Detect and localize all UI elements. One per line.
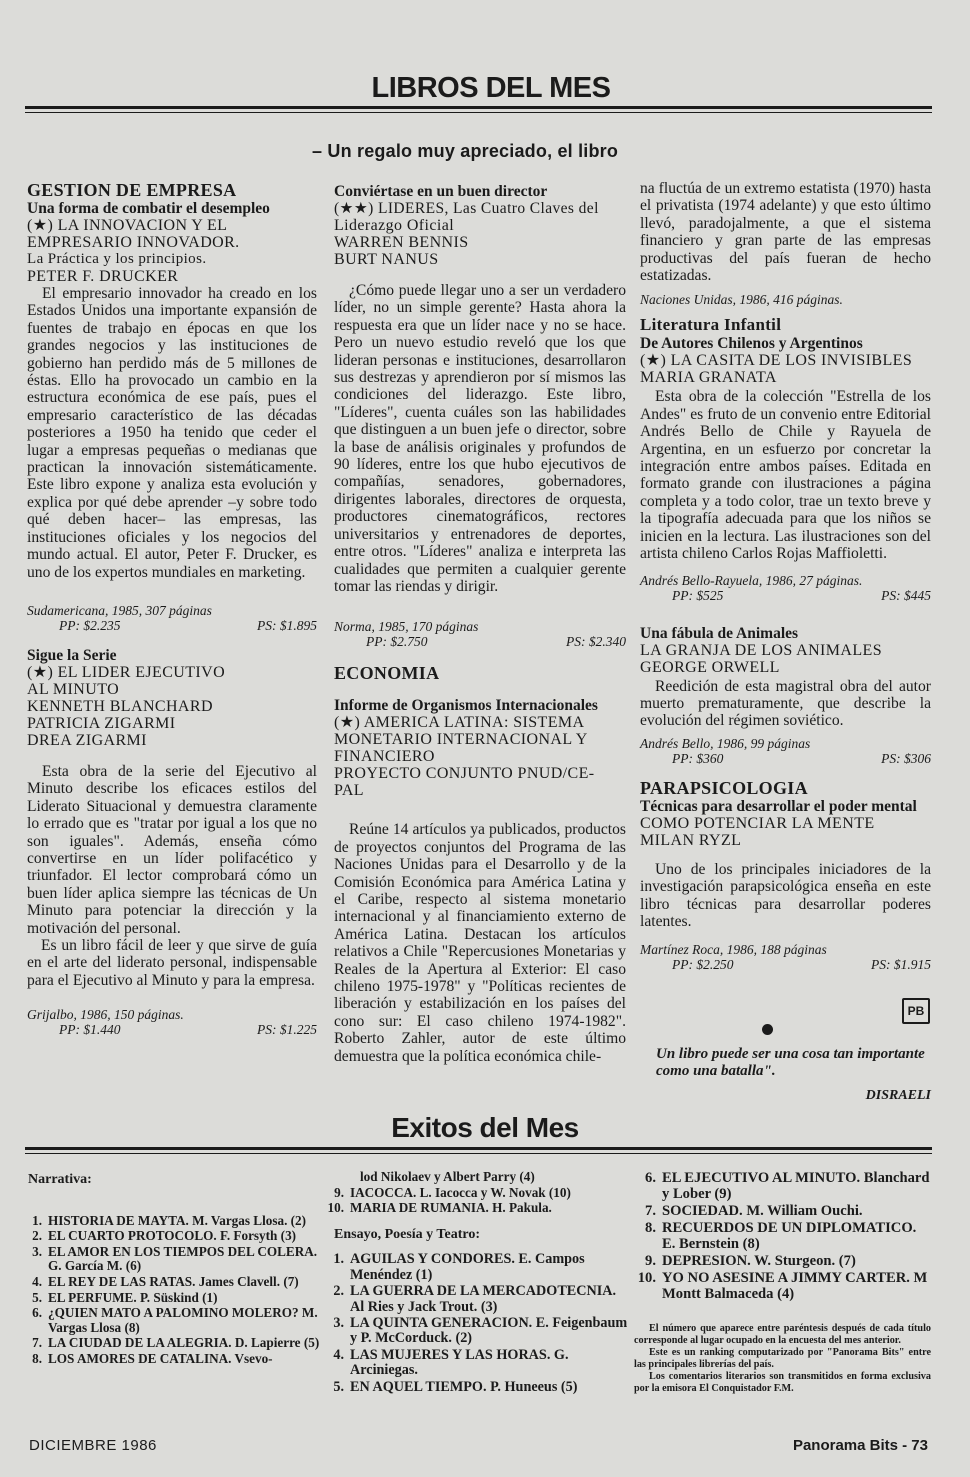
book-title-line: (★★) LIDERES, Las Cuatro Claves del: [334, 200, 599, 217]
book-author: BURT NANUS: [334, 251, 439, 268]
exitos-col-1: [20, 1170, 320, 1368]
book-prices: [27, 618, 317, 633]
list-item: [20, 1245, 320, 1274]
list-number: 6.: [32, 1305, 42, 1321]
list-number: 8.: [645, 1220, 656, 1236]
book-review: na fluctúa de un extremo estatista (1970) hasta el privatista (1974 adelante) y que esto último llevó, paradojalmente, a que el sistema financiero y gran parte de las empresas productivas del país fueran de hecho estatizadas.: [640, 180, 931, 285]
price-pp: PP: $2.250: [672, 957, 734, 973]
list-title: DEPRESION. W. Sturgeon. (7): [662, 1253, 856, 1269]
book-subhead: De Autores Chilenos y Argentinos: [640, 335, 863, 353]
list-number: 2.: [333, 1283, 344, 1300]
list-title: HISTORIA DE MAYTA. M. Vargas Llosa. (2): [48, 1212, 307, 1228]
book-title-line: Liderazgo Oficial: [334, 217, 455, 234]
list-item: [20, 1275, 320, 1290]
list-title: ¿QUIEN MATO A PALOMINO MOLERO? M. Vargas Llosa (8): [48, 1305, 318, 1335]
ensayo-list: [322, 1252, 632, 1395]
book-publisher: Naciones Unidas, 1986, 416 páginas.: [640, 292, 843, 308]
list-number: 5.: [32, 1289, 42, 1305]
list-title: YO NO ASESINE A JIMMY CARTER. M Montt Balmaceda (4): [662, 1270, 928, 1302]
quote-author: DISRAELI: [865, 1088, 931, 1103]
book-prices: [334, 634, 626, 649]
book-title-line: EMPRESARIO INNOVADOR.: [27, 234, 240, 251]
list-number: 7.: [645, 1203, 656, 1219]
book-author: GEORGE ORWELL: [640, 658, 780, 676]
list-title: RECUERDOS DE UN DIPLOMATICO. E. Bernstein (8): [662, 1220, 917, 1252]
column-3: [640, 180, 931, 972]
price-ps: PS: $2.340: [566, 634, 626, 650]
exitos-title: Exitos del Mes: [391, 1112, 579, 1143]
book-author: PATRICIA ZIGARMI: [27, 714, 176, 732]
price-ps: PS: $306: [881, 750, 931, 766]
list-title: IACOCCA. L. Iacocca y W. Novak (10): [350, 1184, 571, 1200]
book-prices: [640, 957, 931, 972]
exitos-note: Los comentarios literarios son transmitidos en forma exclusiva por la emisora El Conquistador F.M.: [634, 1371, 931, 1394]
book-review: El empresario innovador ha creado en los Estados Unidos una importante expansión de fuentes de trabajo en épocas en que los grandes negocios y las instituciones de gobierno han perdido más de 5 millones de éstas. Ello ha provocado un cambio en la estructura económica de ese país, pues el empresario característico de las décadas posteriores a 1950 ha tenido que ceder el lugar a empresas pequeñas o medianas que practican la innovación sistemáticamente. Este libro expone y analiza esta evolución y explica por qué debe aprender –y sobre todo qué deben hacer– las empresas, las instituciones oficiales y los negocios del mundo actual. El autor, Peter F. Drucker, es uno de los expertos mundiales en marketing.: [27, 285, 317, 581]
book-prices: [640, 588, 931, 603]
book-title-line: (★) AMERICA LATINA: SISTEMA: [334, 714, 585, 732]
list-number: 2.: [32, 1228, 42, 1244]
list-number: 9.: [334, 1184, 344, 1200]
book-author: MARIA GRANATA: [640, 369, 777, 387]
column-2: [334, 180, 626, 1065]
narrativa-list-cont: [322, 1186, 632, 1216]
list-number: 5.: [333, 1378, 344, 1395]
book-review: Esta obra de la colección "Estrella de los Andes" es fruto de un convenio entre Editorial Andrés Bello de Chile y Rayuela de Argentina, en un esfuerzo por concretar la integración entre ambos países. Editada en formato grande con ilustraciones a página completa y a todo color, trae un texto breve y la tipografía adecuada para que los niños se inicien en la lectura. Las ilustraciones son del artista chileno Carlos Rojas Maffioletti.: [640, 388, 931, 563]
book-publisher: Sudamericana, 1985, 307 páginas: [27, 602, 212, 618]
book-review: Reedición de esta magistral obra del autor muerto prematuramente, que describe la evolución del régimen soviético.: [640, 677, 931, 730]
list-title: LA QUINTA GENERACION. E. Feigenbaum y P. McCorduck. (2): [350, 1315, 628, 1347]
list-item: [20, 1306, 320, 1335]
header-rule: [25, 106, 932, 109]
list-title: EL AMOR EN LOS TIEMPOS DEL COLERA. G. García M. (6): [48, 1243, 318, 1274]
list-title: EN AQUEL TIEMPO. P. Huneeus (5): [350, 1378, 578, 1395]
list-title: EL REY DE LAS RATAS. James Clavell. (7): [48, 1273, 299, 1289]
list-item: [322, 1284, 632, 1315]
book-title-line: AL MINUTO: [27, 680, 120, 698]
list-title: EL CUARTO PROTOCOLO. F. Forsyth (3): [48, 1228, 297, 1244]
list-item: [20, 1229, 320, 1244]
book-prices: [27, 1022, 317, 1037]
list-item: [634, 1270, 931, 1302]
pb-signature-box: PB: [902, 998, 930, 1024]
list-number: 4.: [333, 1346, 344, 1363]
list-item: [322, 1201, 632, 1216]
exitos-col-2: [322, 1170, 632, 1396]
header-rule-thin: [25, 112, 932, 113]
list-number: 7.: [32, 1335, 42, 1351]
price-ps: PS: $1.895: [257, 617, 317, 633]
list-item: [322, 1186, 632, 1201]
price-pp: PP: $1.440: [59, 1022, 121, 1038]
list-title: LA CIUDAD DE LA ALEGRIA. D. Lapierre (5): [48, 1335, 320, 1351]
list-item: [322, 1316, 632, 1347]
section-heading: PARAPSICOLOGIA: [640, 777, 808, 798]
book-publisher: Norma, 1985, 170 páginas: [334, 619, 479, 635]
footer-date: DICIEMBRE 1986: [29, 1437, 157, 1454]
book-author: PETER F. DRUCKER: [27, 268, 179, 285]
book-author: PAL: [334, 782, 364, 800]
narrativa-list: [20, 1214, 320, 1367]
list-item: [322, 1348, 632, 1379]
section-heading: Literatura Infantil: [640, 315, 782, 335]
book-title-line: (★) LA INNOVACION Y EL: [27, 217, 228, 234]
list-title: LAS MUJERES Y LAS HORAS. G. Arciniegas.: [350, 1346, 569, 1379]
list-number: 1.: [333, 1251, 344, 1268]
book-review: Uno de los principales iniciadores de la investigación parapsicológica enseña en este libro técnicas para desarrollar poderes latentes.: [640, 860, 931, 930]
list-item: [20, 1352, 320, 1367]
exitos-note: Este es un ranking computarizado por "Panorama Bits" entre las principales librerías del país.: [634, 1347, 931, 1370]
list-number: 9.: [645, 1253, 656, 1269]
price-ps: PS: $445: [881, 587, 931, 603]
book-prices: [640, 751, 931, 766]
book-publisher: Grijalbo, 1986, 150 páginas.: [27, 1007, 184, 1023]
list-title: MARIA DE RUMANIA. H. Pakula.: [350, 1200, 552, 1216]
book-subhead: Conviértase en un buen director: [334, 183, 548, 200]
quote-text: Un libro puede ser una cosa tan importante como una batalla".: [656, 1046, 925, 1079]
book-author: DREA ZIGARMI: [27, 731, 147, 749]
book-publisher: Andrés Bello-Rayuela, 1986, 27 páginas.: [640, 572, 863, 588]
bullet-dot: [762, 1024, 773, 1035]
book-title-line: COMO POTENCIAR LA MENTE: [640, 814, 875, 832]
book-author: MILAN RYZL: [640, 831, 742, 849]
column-1: [27, 180, 317, 1037]
book-author: WARREN BENNIS: [334, 234, 469, 251]
book-title-line: La Práctica y los principios.: [27, 251, 207, 267]
book-review: Reúne 14 artículos ya publicados, productos de proyectos conjuntos del Programa de las Naciones Unidas para el Desarrollo y de la Comisión Económica para América Latina y el Caribe, respecto al sistema monetario internacional y al financiamiento externo de América Latina. Destacan los artículos relativos a Chile "Repercusiones Monetarias y Reales de la Apertura al Exterior: El caso chileno 1975-1978" y "Políticas recientes de liberación y estabilización en los países del cono sur: El caso chileno 1974-1982". Roberto Zahler, autor de este último demuestra que la política económica chile-: [334, 821, 626, 1065]
page-title: LIBROS DEL MES: [371, 72, 611, 104]
section-heading: GESTION DE EMPRESA: [27, 180, 237, 200]
list-item: [20, 1336, 320, 1351]
book-title-line: MONETARIO INTERNACIONAL Y: [334, 731, 588, 749]
list-number: 1.: [32, 1212, 42, 1228]
list-item: [634, 1203, 931, 1219]
book-subhead: Una forma de combatir el desempleo: [27, 200, 270, 217]
list-title: SOCIEDAD. M. William Ouchi.: [662, 1203, 863, 1219]
list-item: [322, 1252, 632, 1283]
book-title-line: (★) LA CASITA DE LOS INVISIBLES: [640, 352, 913, 370]
list-number: 3.: [333, 1315, 344, 1331]
list-number: 4.: [32, 1273, 42, 1289]
price-pp: PP: $2.750: [366, 634, 428, 650]
book-publisher: Martínez Roca, 1986, 188 páginas: [640, 942, 827, 958]
book-review: Es un libro fácil de leer y que sirve de guía en el arte del liderato personal, indispensable para el Ejecutivo al Minuto y para la empresa.: [27, 936, 317, 989]
book-title-line: FINANCIERO: [334, 748, 435, 766]
list-title: LA GUERRA DE LA MERCADOTECNIA. Al Ries y Jack Trout. (3): [350, 1283, 617, 1315]
list-number: 3.: [32, 1243, 42, 1259]
page-subtitle: – Un regalo muy apreciado, el libro: [312, 141, 619, 161]
book-title-line: (★) EL LIDER EJECUTIVO: [27, 663, 226, 681]
book-author: PROYECTO CONJUNTO PNUD/CE-: [334, 765, 595, 783]
book-subhead: Técnicas para desarrollar el poder mental: [640, 797, 917, 815]
list-item: [322, 1380, 632, 1395]
exitos-category: Narrativa:: [28, 1172, 92, 1187]
list-item: [20, 1214, 320, 1229]
footer-page: Panorama Bits - 73: [792, 1437, 928, 1454]
list-item: [634, 1253, 931, 1269]
list-item: [20, 1291, 320, 1306]
list-title: EL EJECUTIVO AL MINUTO. Blanchard y Lober (9): [662, 1170, 930, 1202]
list-item: [634, 1220, 931, 1252]
list-title: LOS AMORES DE CATALINA. Vsevo-: [48, 1350, 273, 1366]
list-number: 8.: [32, 1350, 42, 1366]
list-title: EL PERFUME. P. Süskind (1): [48, 1289, 218, 1305]
exitos-col-3: [634, 1170, 931, 1395]
list-number: 10.: [327, 1200, 344, 1216]
book-author: KENNETH BLANCHARD: [27, 697, 213, 715]
price-pp: PP: $360: [672, 750, 724, 766]
list-number: 10.: [637, 1270, 656, 1286]
exitos-rule: [25, 1147, 932, 1150]
section-heading: ECONOMIA: [334, 663, 440, 684]
exitos-note: El número que aparece entre paréntesis después de cada título corresponde al lugar ocupado en la encuesta del mes anterior.: [634, 1323, 931, 1346]
list-number: 6.: [645, 1170, 656, 1186]
book-subhead: Una fábula de Animales: [640, 624, 799, 642]
exitos-rule-thin: [25, 1153, 932, 1154]
book-review: Esta obra de la serie del Ejecutivo al Minuto describe los eficaces estilos del Liderato Situacional y demuestra claramente lo errado que es "tratar por igual a los que no son iguales". Además, enseña cómo convertirse en un líder polifacético y triunfador. El lector comprobará cómo un buen líder aplica siempre las técnicas de Un Minuto para potenciar la dirección y la motivación del personal.: [27, 762, 317, 937]
price-pp: PP: $2.235: [59, 617, 121, 633]
book-publisher: Andrés Bello, 1986, 99 páginas: [640, 735, 811, 751]
book-subhead: Sigue la Serie: [27, 646, 117, 664]
price-ps: PS: $1.225: [257, 1022, 317, 1038]
book-subhead: Informe de Organismos Internacionales: [334, 697, 598, 715]
price-pp: PP: $525: [672, 587, 724, 603]
book-review: ¿Cómo puede llegar uno a ser un verdadero líder, no un simple gerente? Hasta ahora la respuesta era que un líder nace y no se hace. Pero un nuevo estudio reveló que los que lideran personas e instituciones, desarrollaron sus destrezas y aprendieron por sí mismos las condiciones del liderazgo. Este libro, "Líderes", cuenta cuáles son las habilidades que distinguen a un buen jefe o director, sobre la base de análisis originales y profundos de 90 líderes, entre los que hubo ejecutivos de compañías, senadores, gobernadores, dirigentes laborales, directores de orquesta, productores cinematográficos, rectores universitarios y entrenadores de deportes, entre otros. "Líderes" analiza e interpreta las cualidades que permiten a cualquier gerente tomar las riendas y dirigir.: [334, 282, 626, 595]
book-title-line: LA GRANJA DE LOS ANIMALES: [640, 641, 883, 659]
list-continuation: lod Nikolaev y Albert Parry (4): [360, 1169, 535, 1184]
list-item: [634, 1170, 931, 1202]
price-ps: PS: $1.915: [871, 957, 931, 973]
list-title: AGUILAS Y CONDORES. E. Campos Menéndez (1): [350, 1251, 585, 1283]
exitos-category: Ensayo, Poesía y Teatro:: [334, 1226, 480, 1242]
ensayo-list-cont: [634, 1170, 931, 1302]
